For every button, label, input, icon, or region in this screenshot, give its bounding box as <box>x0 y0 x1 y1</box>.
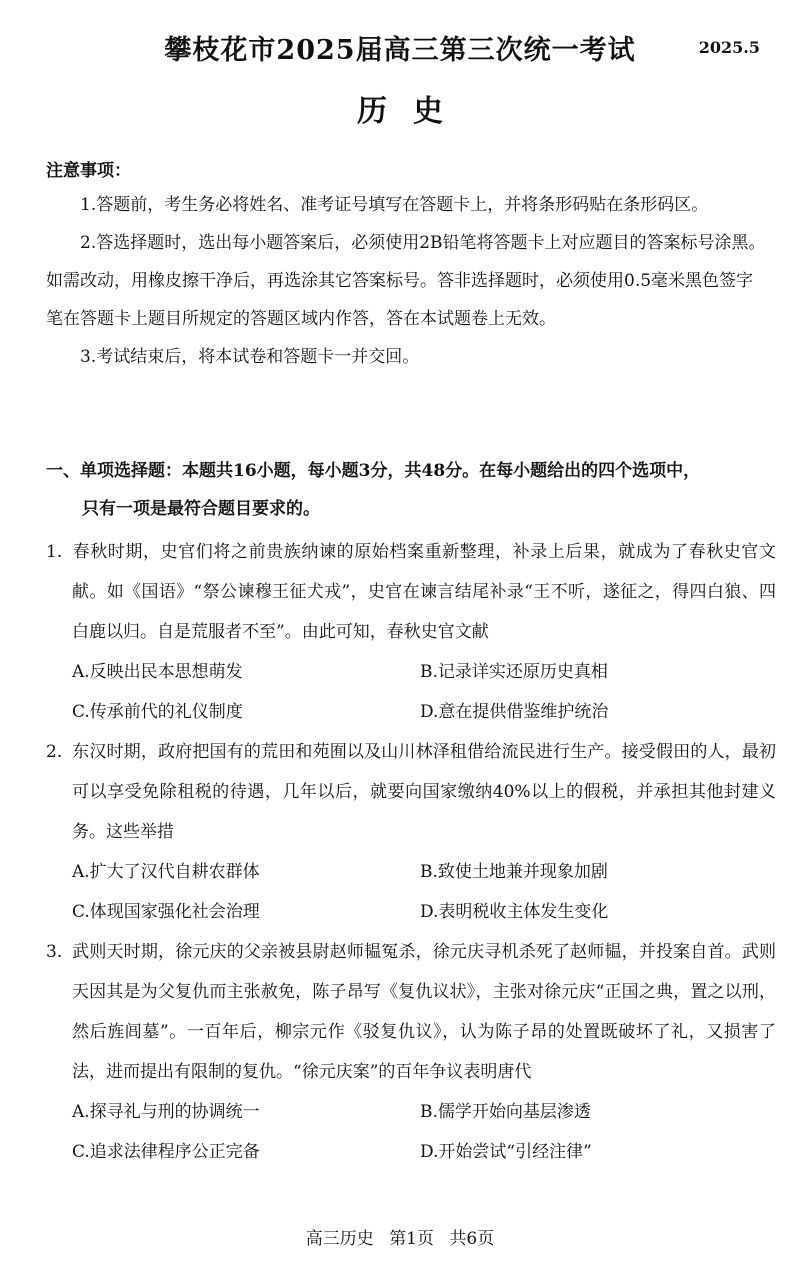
section-header <box>46 452 776 528</box>
option-c: C.追求法律程序公正完备 <box>72 1142 260 1162</box>
option-list <box>46 1092 776 1172</box>
exam-date: 2025.5 <box>698 38 760 57</box>
notice-item: 1.答题前，考生务必将姓名、准考证号填写在答题卡上，并将条形码贴在条形码区。 <box>80 195 709 215</box>
option-d: D.意在提供借鉴维护统治 <box>420 702 609 722</box>
question-1 <box>46 532 776 732</box>
option-a: A.探寻礼与刑的协调统一 <box>72 1102 260 1122</box>
option-c: C.传承前代的礼仪制度 <box>72 702 243 722</box>
option-b: B.儒学开始向基层渗透 <box>420 1102 591 1122</box>
question-list <box>46 532 776 1172</box>
option-b: B.记录详实还原历史真相 <box>420 662 608 682</box>
notice-item: 3.考试结束后，将本试卷和答题卡一并交回。 <box>80 347 420 367</box>
question-number: 2. <box>46 742 63 762</box>
option-a: A.反映出民本思想萌发 <box>72 662 243 682</box>
option-list <box>46 652 776 732</box>
section-heading: 一、单项选择题：本题共16小题，每小题3分，共48分。在每小题给出的四个选项中， <box>46 461 701 481</box>
question-stem <box>46 932 776 1092</box>
option-d: D.表明税收主体发生变化 <box>420 902 609 922</box>
option-d: D.开始尝试“引经注律” <box>420 1142 592 1162</box>
option-list <box>46 852 776 932</box>
section-heading-line2: 只有一项是最符合题目要求的。 <box>82 499 320 519</box>
question-text: 武则天时期，徐元庆的父亲被县尉赵师韫冤杀，徐元庆寻机杀死了赵师韫，并投案自首。武则天因其是为父复仇而主张赦免，陈子昂写《复仇议状》，主张对徐元庆“正国之典，置之以刑，然后旌闾墓”。一百年后，柳宗元作《驳复仇议》，认为陈子昂的处置既破坏了礼，又损害了法，进而提出有限制的复仇。“徐元庆案”的百年争议表明唐代 <box>72 942 776 1082</box>
notice-list <box>46 186 770 376</box>
question-number: 3. <box>46 942 63 962</box>
option-a: A.扩大了汉代自耕农群体 <box>72 862 260 882</box>
option-b: B.致使土地兼并现象加剧 <box>420 862 608 882</box>
question-2 <box>46 732 776 932</box>
question-text: 东汉时期，政府把国有的荒田和苑囿以及山川林泽租借给流民进行生产。接受假田的人，最初可以享受免除租税的待遇，几年以后，就要向国家缴纳40%以上的假税，并承担其他封建义务。这些举措 <box>72 742 776 842</box>
page-footer: 高三历史 第1页 共6页 <box>305 1229 495 1249</box>
notice-heading: 注意事项： <box>46 161 131 181</box>
question-number: 1. <box>46 542 63 562</box>
question-3 <box>46 932 776 1172</box>
question-stem <box>46 532 776 652</box>
subject-title: 历史 <box>357 94 469 129</box>
question-stem <box>46 732 776 852</box>
question-text: 春秋时期，史官们将之前贵族纳谏的原始档案重新整理，补录上后果，就成为了春秋史官文献。如《国语》“祭公谏穆王征犬戎”，史官在谏言结尾补录“王不听，遂征之，得四白狼、四白鹿以归。自是荒服者不至”。由此可知，春秋史官文献 <box>72 542 776 642</box>
option-c: C.体现国家强化社会治理 <box>72 902 260 922</box>
exam-title: 攀枝花市2025届高三第三次统一考试 <box>164 35 636 66</box>
notice-item: 2.答选择题时，选出每小题答案后，必须使用2B铅笔将答题卡上对应题目的答案标号涂黑。如需改动，用橡皮擦干净后，再选涂其它答案标号。答非选择题时，必须使用0.5毫米黑色签字笔在答题卡上题目所规定的答题区域内作答，答在本试题卷上无效。 <box>46 233 766 329</box>
